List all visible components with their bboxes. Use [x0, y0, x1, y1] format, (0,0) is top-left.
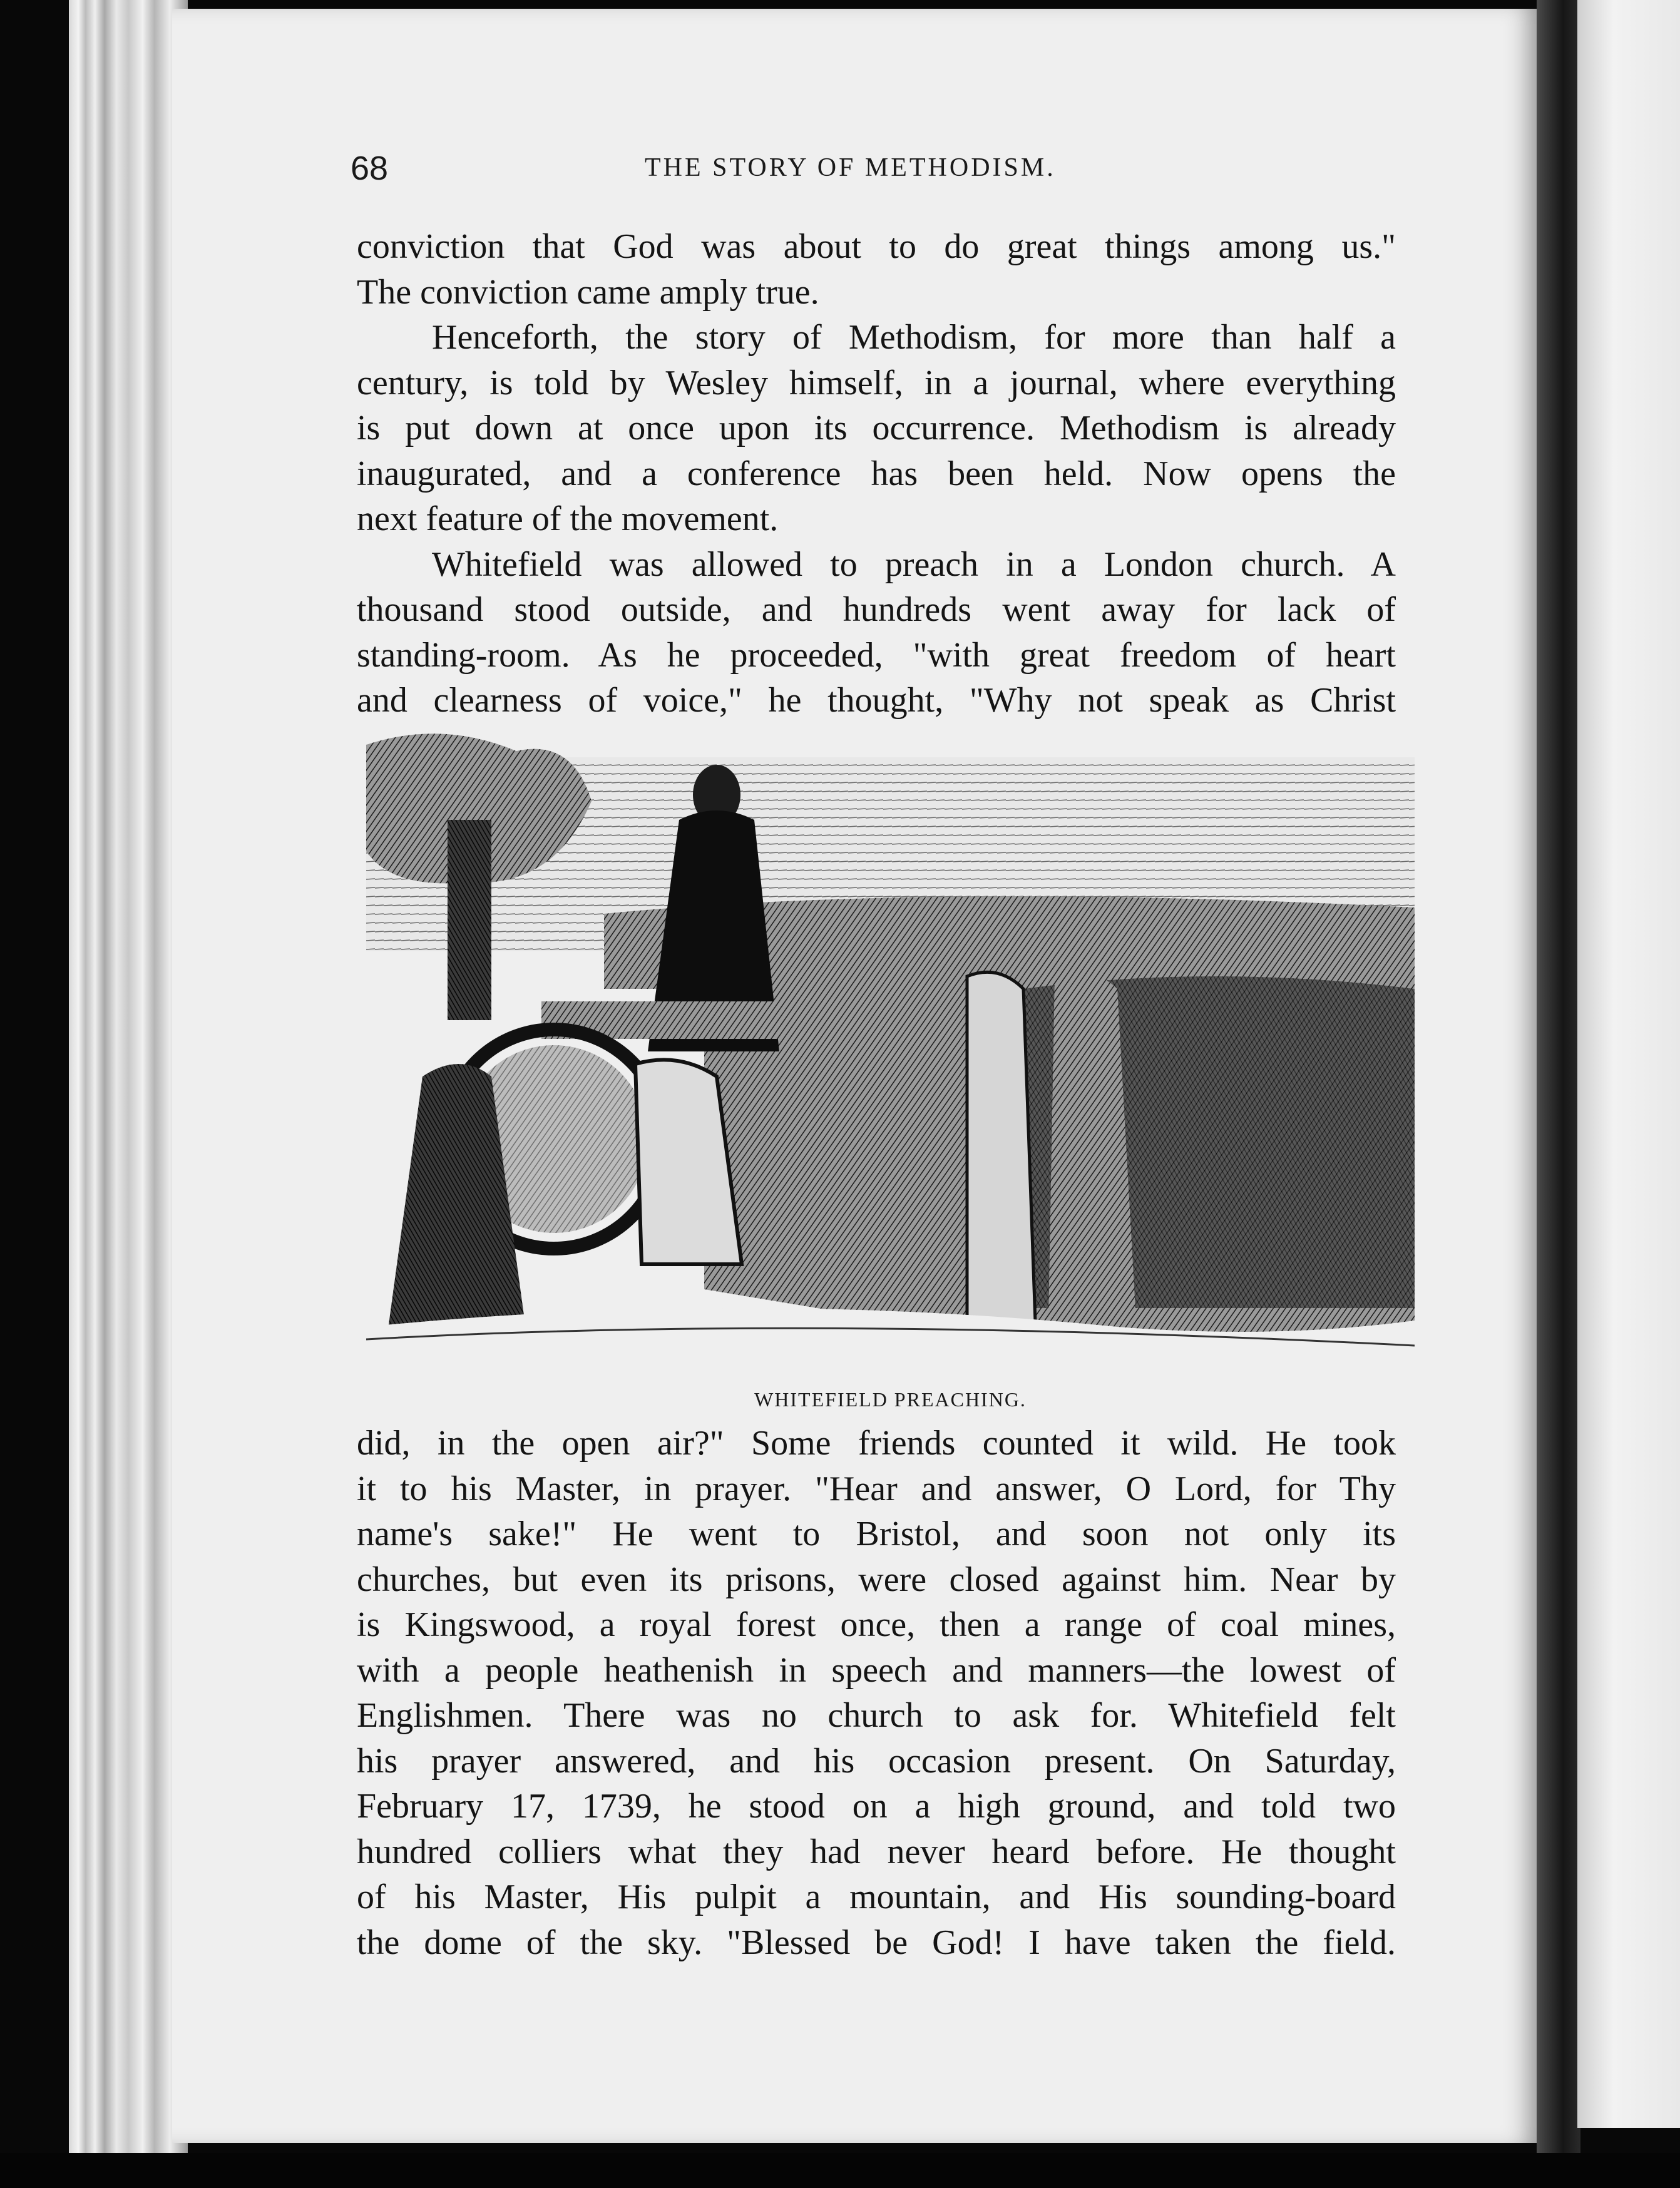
engraving-illustration: [366, 726, 1415, 1371]
text-line: his prayer answered, and his occasion present. On Saturday,: [357, 1741, 1396, 1781]
illustration-caption: WHITEFIELD PREACHING.: [754, 1388, 1027, 1411]
book-page-edges: [69, 0, 188, 2153]
text-line: conviction that God was about to do great things among us.": [357, 227, 1396, 266]
facing-page-edge: [1577, 0, 1680, 2128]
text-line: with a people heathenish in speech and manners—the lowest of: [357, 1650, 1396, 1690]
text-line: the dome of the sky. "Blessed be God! I have taken the field.: [357, 1923, 1396, 1962]
text-line: is put down at once upon its occurrence. Methodism is already: [357, 409, 1396, 447]
text-line: Englishmen. There was no church to ask for. Whitefield felt: [357, 1696, 1396, 1735]
text-line: of his Master, His pulpit a mountain, and His sounding-board: [357, 1878, 1396, 1916]
text-line: it to his Master, in prayer. "Hear and answer, O Lord, for Thy: [357, 1469, 1396, 1508]
scan-border: [0, 2153, 1680, 2188]
text-line: next feature of the movement.: [357, 499, 779, 538]
book-gutter-shadow: [1537, 0, 1580, 2153]
text-line: Henceforth, the story of Methodism, for more than half a: [432, 318, 1396, 357]
book-title: THE STORY OF METHODISM.: [645, 153, 1056, 182]
page-number: 68: [351, 150, 389, 187]
text-line: is Kingswood, a royal forest once, then a range of coal mines,: [357, 1605, 1396, 1644]
text-line: inaugurated, and a conference has been held. Now opens the: [357, 454, 1396, 493]
text-line: Whitefield was allowed to preach in a London church. A: [432, 544, 1396, 584]
text-line: The conviction came amply true.: [357, 272, 819, 312]
text-line: did, in the open air?" Some friends counted it wild. He took: [357, 1424, 1396, 1463]
text-line: thousand stood outside, and hundreds went away for lack of: [357, 590, 1396, 629]
text-line: February 17, 1739, he stood on a high ground, and told two: [357, 1787, 1396, 1826]
running-head: [351, 149, 1289, 193]
text-block-bottom: [357, 1421, 1396, 1965]
text-line: century, is told by Wesley himself, in a journal, where everything: [357, 363, 1396, 402]
text-line: standing-room. As he proceeded, "with great freedom of heart: [357, 635, 1396, 675]
text-line: churches, but even its prisons, were closed against him. Near by: [357, 1560, 1396, 1599]
text-block-top: [357, 224, 1396, 723]
tree-trunk: [448, 820, 491, 1020]
text-line: hundred colliers what they had never heard before. He thought: [357, 1832, 1396, 1871]
text-line: and clearness of voice," he thought, "Why not speak as Christ: [357, 681, 1396, 720]
text-line: name's sake!" He went to Bristol, and soon not only its: [357, 1515, 1396, 1553]
